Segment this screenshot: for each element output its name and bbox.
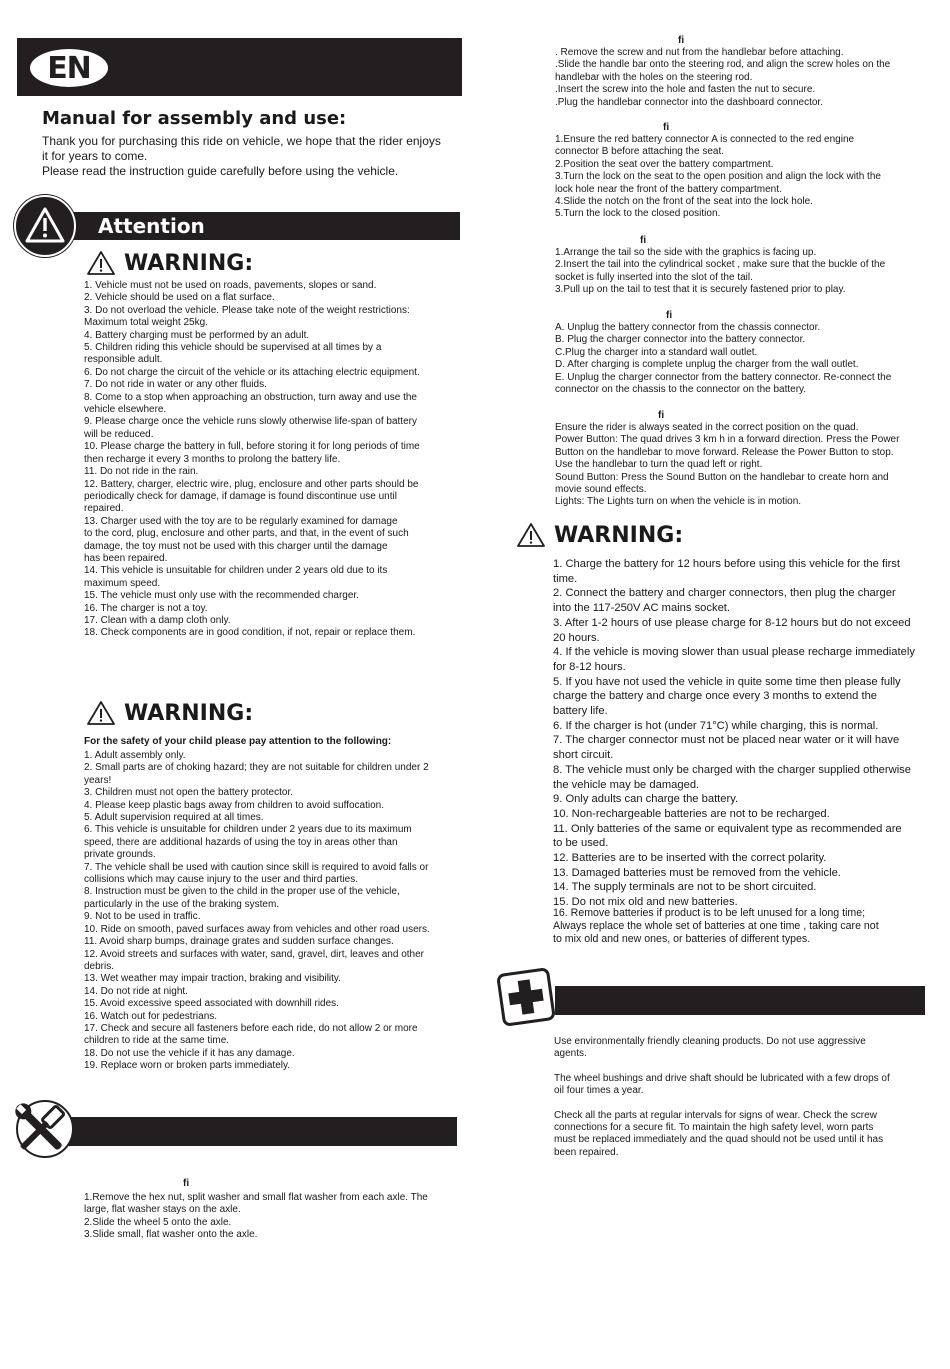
list-line: 15. Do not mix old and new batteries. bbox=[553, 896, 738, 909]
list-line: connector B before attaching the seat. bbox=[555, 146, 724, 158]
warning-heading bbox=[86, 250, 253, 276]
list-line: to the cord, plug, enclosure and other parts, and that, in the event of such bbox=[84, 528, 409, 540]
list-line: 1. Vehicle must not be used on roads, pavements, slopes or sand. bbox=[84, 280, 377, 291]
attention-icon bbox=[14, 195, 76, 257]
care-banner bbox=[555, 986, 925, 1015]
list-line: 13. Damaged batteries must be removed from the vehicle. bbox=[553, 866, 841, 879]
care-line: The wheel bushings and drive shaft should be lubricated with a few drops of bbox=[554, 1072, 890, 1084]
list-line: 2. Small parts are of choking hazard; they are not suitable for children under 2 bbox=[84, 762, 429, 774]
care-paragraph bbox=[554, 1036, 934, 1061]
first-aid-icon bbox=[495, 966, 557, 1028]
warning-list bbox=[84, 750, 464, 1073]
care-line: oil four times a year. bbox=[554, 1085, 644, 1097]
list-line: 14. The supply terminals are not to be short circuited. bbox=[553, 881, 817, 894]
list-line: 10. Please charge the battery in full, before storing it for long periods of time bbox=[84, 441, 420, 453]
list-line: Always replace the whole set of batteries at one time , taking care not bbox=[553, 920, 879, 932]
list-line: then recharge it every 3 months to prolong the battery life. bbox=[84, 453, 341, 465]
list-line: 1.Ensure the red battery connector A is connected to the red engine bbox=[555, 134, 855, 145]
language-badge bbox=[30, 49, 108, 87]
list-line: children to ride at the same time. bbox=[84, 1035, 230, 1047]
intro-line: it for years to come. bbox=[42, 149, 148, 163]
list-line: Use the handlebar to turn the quad left or right. bbox=[555, 459, 763, 471]
list-line: 7. Do not ride in water or any other fluids. bbox=[84, 379, 267, 391]
list-line: 8. Come to a stop when approaching an obstruction, turn away and use the bbox=[84, 391, 417, 403]
list-line: 3.Pull up on the tail to test that it is securely fastened prior to play. bbox=[555, 284, 846, 296]
list-line: A. Unplug the battery connector from the chassis connector. bbox=[555, 322, 821, 333]
list-line: 1. Charge the battery for 12 hours before using this vehicle for the first bbox=[553, 558, 900, 570]
charging-heading: fi bbox=[666, 310, 673, 321]
list-line: years! bbox=[84, 774, 112, 786]
warning-triangle-icon bbox=[516, 522, 546, 548]
list-line: maximum speed. bbox=[84, 577, 161, 589]
list-line: will be reduced. bbox=[84, 428, 154, 440]
list-line: 5. Adult supervision required at all times. bbox=[84, 812, 264, 824]
list-line: 2.Position the seat over the battery compartment. bbox=[555, 158, 774, 170]
list-line: D. After charging is complete unplug the charger from the wall outlet. bbox=[555, 359, 859, 371]
list-line: 5. Children riding this vehicle should be supervised at all times by a bbox=[84, 342, 382, 354]
list-line: 14. Do not ride at night. bbox=[84, 985, 188, 997]
list-line: 13. Wet weather may impair traction, braking and visibility. bbox=[84, 973, 341, 985]
list-line: 11. Do not ride in the rain. bbox=[84, 466, 199, 478]
warning-heading bbox=[516, 522, 683, 548]
list-line: 6. Do not charge the circuit of the vehicle or its attaching electric equipment. bbox=[84, 366, 420, 378]
operation-steps bbox=[555, 422, 935, 509]
care-line: must be replaced immediately and the quad should not be used until it has bbox=[554, 1134, 884, 1146]
list-line: particularly in the use of the braking system. bbox=[84, 898, 280, 910]
seat-heading: fi bbox=[663, 122, 670, 133]
list-line: 19. Replace worn or broken parts immediately. bbox=[84, 1060, 291, 1072]
warning-list bbox=[84, 280, 464, 640]
list-line: Maximum total weight 25kg. bbox=[84, 317, 208, 329]
care-line: Use environmentally friendly cleaning products. Do not use aggressive bbox=[554, 1036, 866, 1047]
warning-list-continued bbox=[553, 907, 938, 946]
list-line: to be used. bbox=[553, 837, 609, 850]
assembly-wheels-heading: fi bbox=[183, 1178, 190, 1189]
list-line: 2. Vehicle should be used on a flat surface. bbox=[84, 292, 275, 304]
care-text bbox=[554, 1036, 934, 1171]
tail-heading: fi bbox=[640, 235, 647, 246]
warning-lead: For the safety of your child please pay attention to the following: bbox=[84, 736, 392, 747]
list-line: 17. Clean with a damp cloth only. bbox=[84, 614, 231, 626]
list-line: 1.Remove the hex nut, split washer and small flat washer from each axle. The bbox=[84, 1192, 428, 1203]
intro-text bbox=[42, 134, 462, 179]
list-line: 20 hours. bbox=[553, 631, 600, 644]
list-line: 16. Watch out for pedestrians. bbox=[84, 1010, 218, 1022]
list-line: Power Button: The quad drives 3 km h in a forward direction. Press the Power bbox=[555, 434, 900, 446]
care-paragraph bbox=[554, 1110, 934, 1160]
tail-steps bbox=[555, 247, 935, 297]
list-line: 1. Adult assembly only. bbox=[84, 750, 186, 761]
list-line: 4. Battery charging must be performed by an adult. bbox=[84, 329, 310, 341]
list-line: movie sound effects. bbox=[555, 484, 647, 496]
list-line: Ensure the rider is always seated in the correct position on the quad. bbox=[555, 422, 859, 433]
list-line: for 8-12 hours. bbox=[553, 660, 626, 673]
list-line: connector on the chassis to the connector on the battery. bbox=[555, 384, 807, 396]
care-line: connections for a secure fit. To maintain the high safety level, worn parts bbox=[554, 1122, 874, 1134]
list-line: 12. Avoid streets and surfaces with water, sand, gravel, dirt, leaves and other bbox=[84, 948, 425, 960]
list-line: 8. Instruction must be given to the child in the proper use of the vehicle, bbox=[84, 886, 400, 898]
intro-line: Please read the instruction guide carefully before using the vehicle. bbox=[42, 164, 399, 178]
list-line: vehicle elsewhere. bbox=[84, 404, 167, 416]
list-line: 7. The vehicle shall be used with caution since skill is required to avoid falls or bbox=[84, 861, 429, 873]
warning-triangle-icon bbox=[86, 250, 116, 276]
list-line: 18. Do not use the vehicle if it has any damage. bbox=[84, 1047, 295, 1059]
list-line: 16. The charger is not a toy. bbox=[84, 602, 208, 614]
list-line: 3. After 1-2 hours of use please charge for 8-12 hours but do not exceed bbox=[553, 616, 911, 629]
list-line: 5.Turn the lock to the closed position. bbox=[555, 208, 721, 220]
list-line: periodically check for damage, if damage is found discontinue use until bbox=[84, 490, 397, 502]
list-line: short circuit. bbox=[553, 749, 614, 762]
list-line: into the 117-250V AC mains socket. bbox=[553, 602, 731, 615]
list-line: 2.Insert the tail into the cylindrical socket , make sure that the buckle of the bbox=[555, 259, 886, 271]
list-line: 13. Charger used with the toy are to be regularly examined for damage bbox=[84, 515, 398, 527]
list-line: .Slide the handle bar onto the steering rod, and align the screw holes on the bbox=[555, 59, 891, 71]
intro-line: Thank you for purchasing this ride on vehicle, we hope that the rider enjoys bbox=[42, 134, 441, 148]
list-line: 4. Please keep plastic bags away from children to avoid suffocation. bbox=[84, 799, 384, 811]
list-line: .Plug the handlebar connector into the dashboard connector. bbox=[555, 96, 823, 108]
assembly-banner bbox=[45, 1117, 457, 1146]
attention-title: Attention bbox=[98, 214, 205, 238]
handlebar-heading: fi bbox=[678, 35, 685, 46]
list-line: collisions which may cause injury to the user and third parties. bbox=[84, 874, 359, 886]
handlebar-steps bbox=[555, 47, 935, 109]
list-line: lock hole near the front of the battery compartment. bbox=[555, 183, 782, 195]
list-line: C.Plug the charger into a standard wall outlet. bbox=[555, 346, 758, 358]
operation-heading: fi bbox=[658, 410, 665, 421]
list-line: handlebar with the holes on the steering rod. bbox=[555, 71, 753, 83]
list-line: 10. Ride on smooth, paved surfaces away from vehicles and other road users. bbox=[84, 923, 430, 935]
list-line: 9. Please charge once the vehicle runs slowly otherwise life-span of battery bbox=[84, 416, 417, 428]
list-line: 11. Only batteries of the same or equivalent type as recommended are bbox=[553, 822, 902, 835]
list-line: damage, the toy must not be used with this charger until the damage bbox=[84, 540, 388, 552]
list-line: 15. The vehicle must only use with the recommended charger. bbox=[84, 590, 359, 602]
manual-title: Manual for assembly and use: bbox=[42, 108, 347, 129]
list-line: 16. Remove batteries if product is to be left unused for a long time; bbox=[553, 907, 866, 919]
warning-heading bbox=[86, 700, 253, 726]
language-code: EN bbox=[47, 50, 91, 86]
charging-steps bbox=[555, 322, 935, 396]
list-line: 3. Children must not open the battery protector. bbox=[84, 787, 294, 799]
list-line: 10. Non-rechargeable batteries are not to be recharged. bbox=[553, 807, 830, 820]
list-line: 4. If the vehicle is moving slower than usual please recharge immediately bbox=[553, 646, 915, 659]
list-line: 2.Slide the wheel 5 onto the axle. bbox=[84, 1216, 232, 1228]
seat-steps bbox=[555, 134, 935, 221]
list-line: 2. Connect the battery and charger connectors, then plug the charger bbox=[553, 587, 896, 600]
list-line: 12. Batteries are to be inserted with the correct polarity. bbox=[553, 852, 827, 865]
list-line: 6. If the charger is hot (under 71°C) while charging, this is normal. bbox=[553, 719, 879, 732]
list-line: Button on the handlebar to move forward. Release the Power Button to stop. bbox=[555, 446, 894, 458]
care-line: been repaired. bbox=[554, 1146, 619, 1158]
care-line: agents. bbox=[554, 1048, 587, 1060]
list-line: has been repaired. bbox=[84, 552, 168, 564]
list-line: the vehicle may be damaged. bbox=[553, 778, 700, 791]
list-line: E. Unplug the charger connector from the battery connector. Re-connect the bbox=[555, 371, 892, 383]
list-line: .Insert the screw into the hole and fasten the nut to secure. bbox=[555, 84, 816, 96]
list-line: time. bbox=[553, 572, 578, 585]
list-line: 3.Slide small, flat washer onto the axle. bbox=[84, 1229, 258, 1241]
list-line: 6. This vehicle is unsuitable for children under 2 years due to its maximum bbox=[84, 824, 412, 836]
list-line: . Remove the screw and nut from the handlebar before attaching. bbox=[555, 47, 844, 58]
list-line: B. Plug the charger connector into the battery connector. bbox=[555, 334, 806, 346]
list-line: private grounds. bbox=[84, 849, 156, 861]
list-line: socket is fully inserted into the slot of the tail. bbox=[555, 271, 753, 283]
list-line: 14. This vehicle is unsuitable for children under 2 years old due to its bbox=[84, 565, 388, 577]
list-line: 15. Avoid excessive speed associated with downhill rides. bbox=[84, 998, 339, 1010]
list-line: 3.Turn the lock on the seat to the open position and align the lock with the bbox=[555, 171, 881, 183]
warning-title: WARNING: bbox=[124, 700, 254, 726]
list-line: 1.Arrange the tail so the side with the graphics is facing up. bbox=[555, 247, 817, 258]
list-line: 4.Slide the notch on the front of the seat into the lock hole. bbox=[555, 196, 813, 208]
warning-list bbox=[553, 557, 938, 910]
tools-icon bbox=[8, 1094, 74, 1164]
list-line: Lights: The Lights turn on when the vehicle is in motion. bbox=[555, 496, 802, 508]
warning-title: WARNING: bbox=[554, 522, 684, 548]
list-line: 9. Not to be used in traffic. bbox=[84, 911, 201, 923]
list-line: Sound Button: Press the Sound Button on the handlebar to create horn and bbox=[555, 471, 889, 483]
list-line: 5. If you have not used the vehicle in quite some time then please fully bbox=[553, 675, 901, 688]
list-line: debris. bbox=[84, 960, 115, 972]
list-line: charge the battery and charge once every 3 months to extend the bbox=[553, 690, 878, 703]
care-paragraph bbox=[554, 1073, 934, 1098]
list-line: 18. Check components are in good condition, if not, repair or replace them. bbox=[84, 627, 416, 639]
list-line: 7. The charger connector must not be placed near water or it will have bbox=[553, 734, 900, 747]
assembly-wheels-steps bbox=[84, 1192, 464, 1242]
list-line: 17. Check and secure all fasteners before each ride, do not allow 2 or more bbox=[84, 1022, 418, 1034]
list-line: speed, there are additional hazards of using the toy in areas other than bbox=[84, 836, 398, 848]
care-line: Check all the parts at regular intervals for signs of wear. Check the screw bbox=[554, 1109, 877, 1121]
list-line: 11. Avoid sharp bumps, drainage grates and sudden surface changes. bbox=[84, 936, 394, 948]
warning-title: WARNING: bbox=[124, 250, 254, 276]
list-line: large, flat washer stays on the axle. bbox=[84, 1204, 241, 1216]
list-line: battery life. bbox=[553, 705, 608, 718]
list-line: 3. Do not overload the vehicle. Please take note of the weight restrictions: bbox=[84, 304, 410, 316]
warning-triangle-icon bbox=[86, 700, 116, 726]
list-line: 8. The vehicle must only be charged with the charger supplied otherwise bbox=[553, 763, 911, 776]
list-line: responsible adult. bbox=[84, 354, 163, 366]
list-line: 12. Battery, charger, electric wire, plug, enclosure and other parts should be bbox=[84, 478, 419, 490]
list-line: repaired. bbox=[84, 503, 124, 515]
list-line: 9. Only adults can charge the battery. bbox=[553, 793, 739, 806]
list-line: to mix old and new ones, or batteries of different types. bbox=[553, 933, 811, 945]
